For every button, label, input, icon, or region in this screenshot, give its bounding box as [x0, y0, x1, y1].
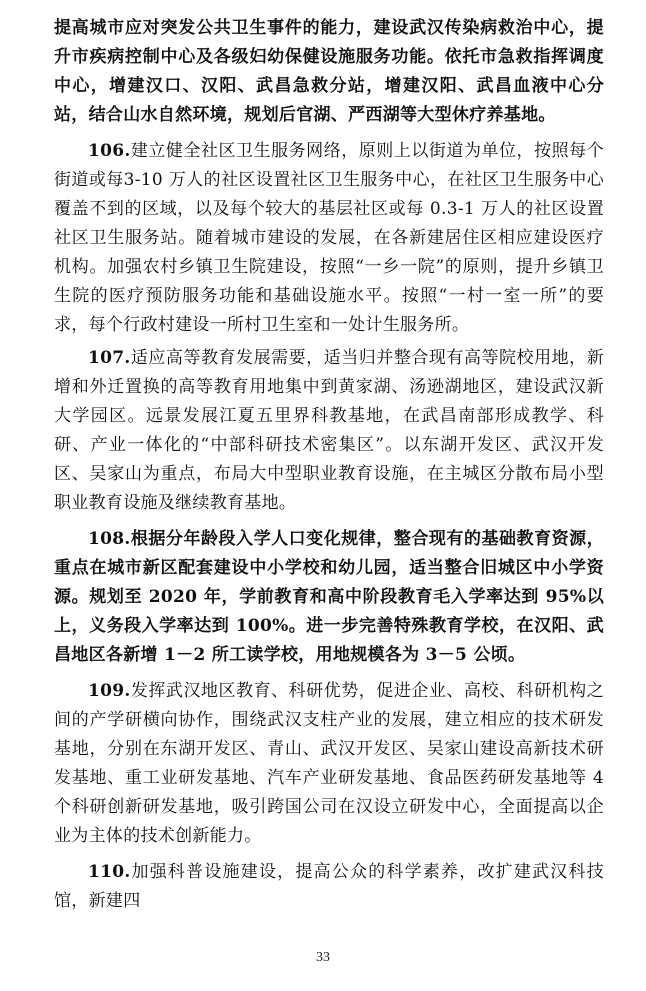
paragraph-110 — [54, 858, 604, 916]
paragraph-number: 108. — [88, 529, 131, 549]
paragraph-number: 110. — [88, 862, 131, 882]
page-number: 33 — [316, 950, 330, 965]
paragraph-text: 加强科普设施建设，提高公众的科学素养，改扩建武汉科技馆，新建四 — [54, 862, 604, 911]
paragraph-108 — [54, 525, 604, 670]
paragraph-intro: 提高城市应对突发公共卫生事件的能力，建设武汉传染病救治中心，提升市疾病控制中心及各级妇幼保健设施服务功能。依托市急救指挥调度中心，增建汉口、汉阳、武昌急救分站，增建汉阳、武昌血液中心分站，结合山水自然环境，规划后官湖、严西湖等大型休疗养基地。 — [54, 18, 604, 125]
paragraph-106 — [54, 137, 604, 340]
paragraph-number: 109. — [88, 681, 131, 701]
paragraph-text: 发挥武汉地区教育、科研优势，促进企业、高校、科研机构之间的产学研横向协作，围绕武汉支柱产业的发展，建立相应的技术研发基地，分别在东湖开发区、青山、武汉开发区、吴家山建设高新技术研发基地、重工业研发基地、汽车产业研发基地、食品医药研发基地等 4 个科研创新研发基地，吸引跨国公司在汉设立研发中心，全面提高以企业为主体的技术创新能力。 — [54, 681, 604, 846]
paragraph-text: 建立健全社区卫生服务网络，原则上以街道为单位，按照每个街道或每3-10 万人的社区设置社区卫生服务中心，在社区卫生服务中心覆盖不到的区域，以及每个较大的基层社区或每 0.3-1 万人的社区设置社区卫生服务站。随着城市建设的发展，在各新建居住区相应建设医疗机构。加强农村乡镇卫生院建设，按照“一乡一院”的原则，提升乡镇卫生院的医疗预防服务功能和基础设施水平。按照“一村一室一所”的要求，每个行政村建设一所村卫生室和一处计生服务所。 — [54, 141, 604, 335]
paragraph-text: 适应高等教育发展需要，适当归并整合现有高等院校用地，新增和外迁置换的高等教育用地集中到黄家湖、汤逊湖地区，建设武汉新大学园区。远景发展江夏五里界科教基地，在武昌南部形成教学、科研、产业一体化的“中部科研技术密集区”。以东湖开发区、武汉开发区、吴家山为重点，布局大中型职业教育设施，在主城区分散布局小型职业教育设施及继续教育基地。 — [54, 348, 604, 513]
paragraph-number: 106. — [88, 141, 131, 161]
paragraph-number: 107. — [88, 348, 131, 368]
paragraph-107 — [54, 344, 604, 518]
paragraph-text: 根据分年龄段入学人口变化规律，整合现有的基础教育资源，重点在城市新区配套建设中小学校和幼儿园，适当整合旧城区中小学资源。规划至 2020 年，学前教育和高中阶段教育毛入学率达到 95%以上，义务段入学率达到 100%。进一步完善特殊教育学校，在汉阳、武昌地区各新增 1－2 所工读学校，用地规模各为 3－5 公顷。 — [54, 529, 604, 665]
paragraph-109 — [54, 677, 604, 851]
